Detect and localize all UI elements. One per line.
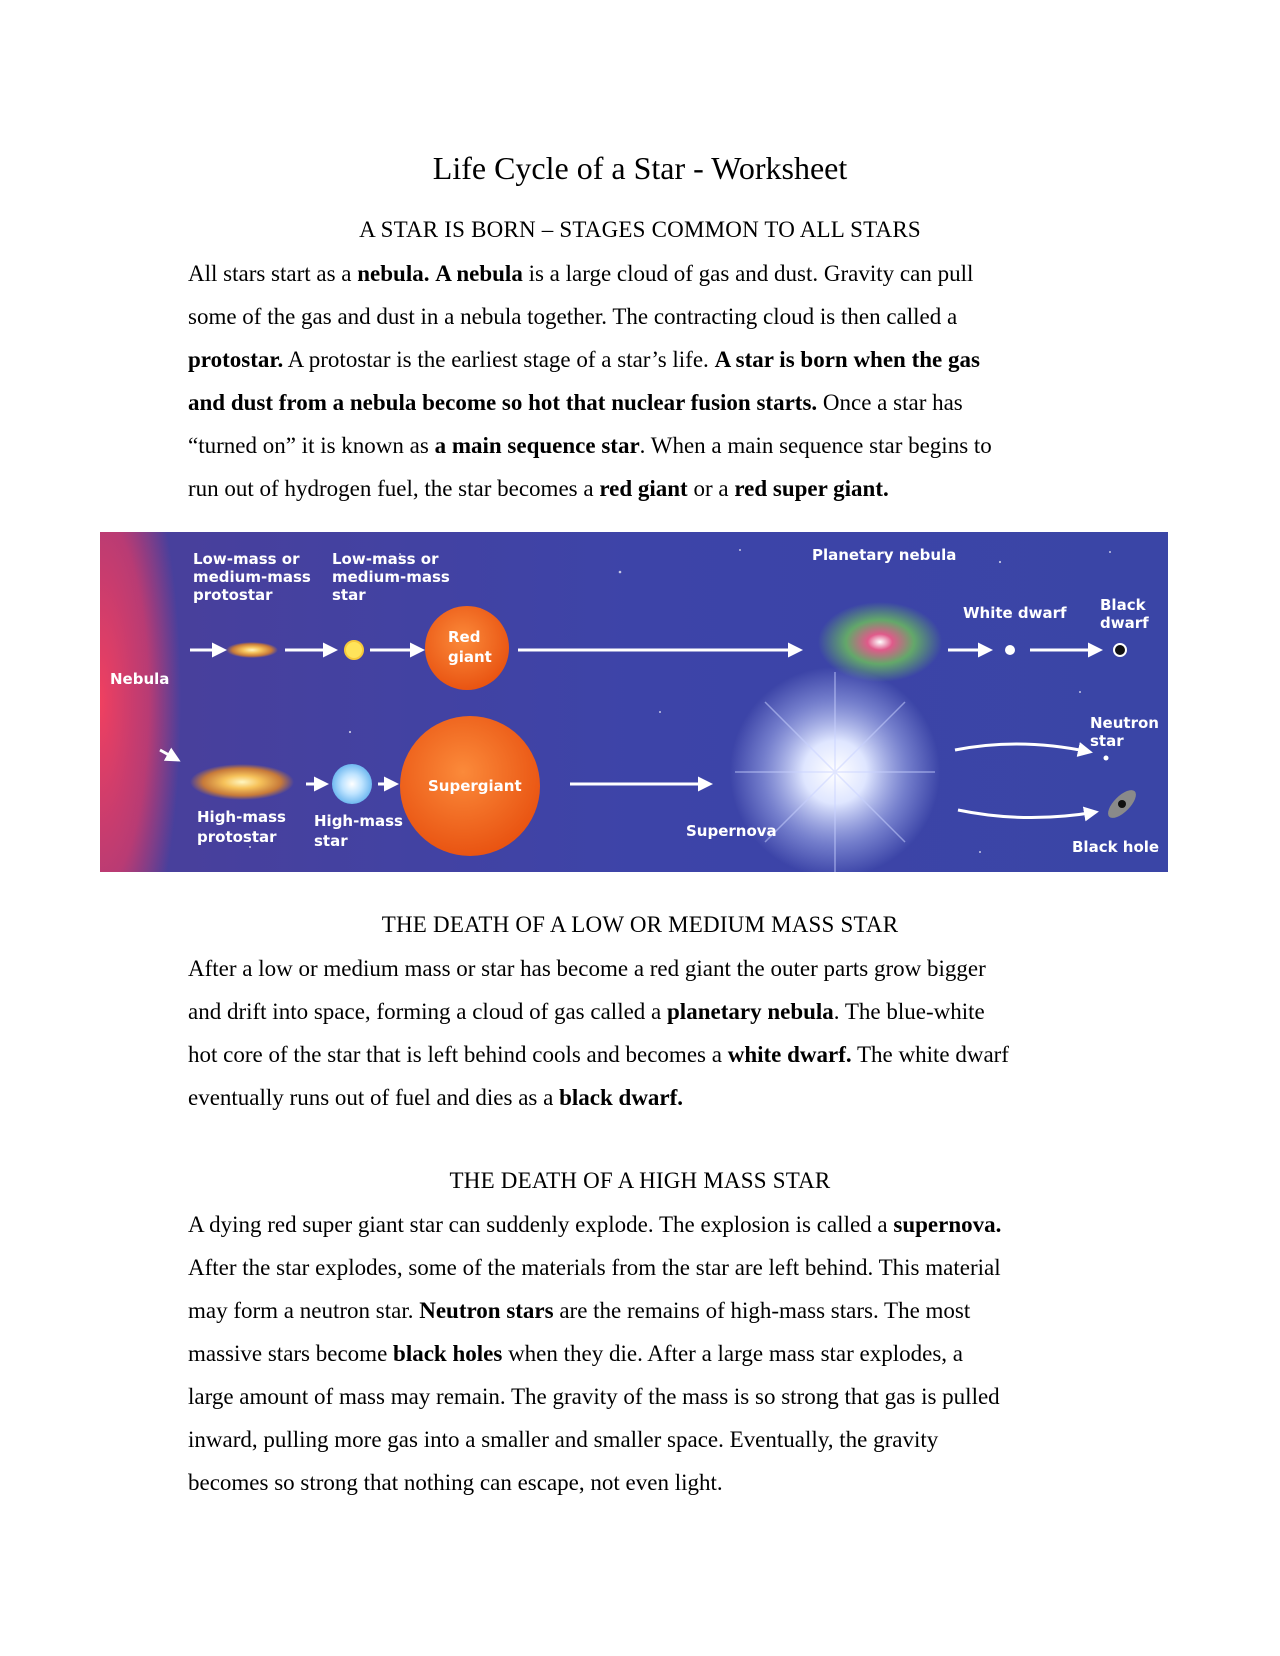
paragraph-line (188, 295, 1108, 338)
label-black-dwarf (1100, 596, 1149, 632)
label-black-hole: Black hole (1072, 838, 1160, 856)
low-mass-protostar (226, 642, 278, 658)
label-planetary-nebula: Planetary nebula (812, 546, 957, 564)
text-run: massive stars become (188, 1341, 394, 1366)
text-run: hot core of the star that is left behind cools and becomes a (188, 1042, 728, 1067)
bold-term: red super giant. (734, 476, 889, 501)
text-run: are the remains of high-mass stars. The most (553, 1298, 971, 1323)
paragraph-line (188, 424, 1108, 467)
label-line: Red (448, 628, 481, 646)
text-run: All stars start as a (188, 261, 358, 286)
text-run: inward, pulling more gas into a smaller and smaller space. Eventually, the gravity (188, 1427, 939, 1452)
bold-term: Neutron stars (419, 1298, 554, 1323)
section-heading-low-mass-death: THE DEATH OF A LOW OR MEDIUM MASS STAR (381, 912, 899, 937)
bold-term: black holes (393, 1341, 503, 1366)
text-run: when they die. After a large mass star explodes, a (502, 1341, 964, 1366)
text-run: Once a star has (817, 390, 963, 415)
text-run: A dying red super giant star can suddenly explode. The explosion is called a (188, 1212, 894, 1237)
paragraph-line (188, 1033, 1108, 1076)
black-hole-core (1118, 800, 1126, 808)
paragraph-line (188, 1375, 1108, 1418)
text-run: run out of hydrogen fuel, the star becomes a (188, 476, 600, 501)
text-run: some of the gas and dust in a nebula together. The contracting cloud is then called a (188, 304, 958, 329)
paragraph-line (188, 1076, 1108, 1119)
label-line: star (332, 586, 366, 604)
label-line: dwarf (1100, 614, 1149, 632)
paragraph-star-born (188, 252, 1108, 510)
low-mass-star (345, 641, 363, 659)
label-line: Low-mass or (193, 550, 300, 568)
supernova-rays (735, 672, 935, 872)
paragraph-line (188, 1418, 1108, 1461)
high-mass-star (332, 764, 372, 804)
label-line: Low-mass or (332, 550, 439, 568)
paragraph-line (188, 1332, 1108, 1375)
label-supernova: Supernova (686, 822, 777, 840)
paragraph-line (188, 990, 1108, 1033)
paragraph-line (188, 338, 1108, 381)
label-line: star (314, 832, 348, 850)
text-run: . The blue-white (833, 999, 985, 1024)
section-heading-star-born: A STAR IS BORN – STAGES COMMON TO ALL STARS (359, 217, 921, 242)
bold-term: A star is born when the gas (714, 347, 980, 372)
bold-term: red giant (599, 476, 688, 501)
bold-term: protostar. (188, 347, 284, 372)
label-line: protostar (193, 586, 273, 604)
label-supergiant: Supergiant (428, 777, 522, 795)
bold-term: a main sequence star (434, 433, 640, 458)
paragraph-line (188, 252, 1108, 295)
label-line: medium-mass (193, 568, 311, 586)
text-run: After a low or medium mass or star has become a red giant the outer parts grow bigger (188, 956, 986, 981)
paragraph-line (188, 1246, 1108, 1289)
bold-term: supernova. (893, 1212, 1002, 1237)
label-line: Black (1100, 596, 1146, 614)
paragraph-line (188, 947, 1108, 990)
page-title: Life Cycle of a Star - Worksheet (432, 150, 848, 186)
label-nebula: Nebula (110, 670, 170, 688)
text-run: A protostar is the earliest stage of a star’s life. (283, 347, 715, 372)
label-line: star (1090, 732, 1124, 750)
black-dwarf (1114, 644, 1126, 656)
paragraph-high-mass-death (188, 1203, 1108, 1504)
neutron-star (1104, 756, 1109, 761)
bold-term: A nebula (435, 261, 523, 286)
label-line: High-mass (314, 812, 403, 830)
nebula-cloud (100, 532, 190, 872)
bold-term: black dwarf. (559, 1085, 684, 1110)
section-heading-high-mass-death: THE DEATH OF A HIGH MASS STAR (449, 1168, 831, 1193)
text-run: becomes so strong that nothing can escape, not even light. (188, 1470, 723, 1495)
text-run: The white dwarf (851, 1042, 1009, 1067)
label-line: medium-mass (332, 568, 450, 586)
text-run: “turned on” it is known as (188, 433, 435, 458)
text-run: . When a main sequence star begins to (639, 433, 992, 458)
text-run: or a (687, 476, 735, 501)
text-run: is a large cloud of gas and dust. Gravity can pull (522, 261, 974, 286)
text-run: and drift into space, forming a cloud of gas called a (188, 999, 668, 1024)
star-life-cycle-diagram (100, 532, 1168, 872)
high-mass-protostar (190, 764, 294, 800)
paragraph-line (188, 467, 1108, 510)
label-line: giant (448, 648, 492, 666)
paragraph-line (188, 1203, 1108, 1246)
paragraph-line (188, 381, 1108, 424)
bold-term: and dust from a nebula become so hot that nuclear fusion starts. (188, 390, 818, 415)
bold-term: planetary nebula (667, 999, 834, 1024)
text-run: large amount of mass may remain. The gravity of the mass is so strong that gas is pulled (188, 1384, 1000, 1409)
paragraph-line (188, 1289, 1108, 1332)
label-line: High-mass (197, 808, 286, 826)
white-dwarf (1005, 645, 1015, 655)
paragraph-line (188, 1461, 1108, 1504)
bold-term: nebula. (357, 261, 430, 286)
text-run: eventually runs out of fuel and dies as a (188, 1085, 560, 1110)
paragraph-low-mass-death (188, 947, 1108, 1119)
text-run: may form a neutron star. (188, 1298, 420, 1323)
label-line: Neutron (1090, 714, 1159, 732)
label-white-dwarf: White dwarf (963, 604, 1067, 622)
label-line: protostar (197, 828, 277, 846)
bold-term: white dwarf. (727, 1042, 852, 1067)
text-run: After the star explodes, some of the materials from the star are left behind. This material (188, 1255, 1001, 1280)
